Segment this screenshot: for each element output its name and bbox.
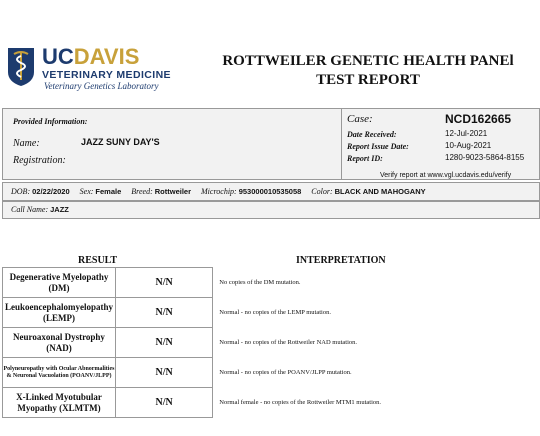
name-label: Name: <box>13 138 40 149</box>
color-label: Color: <box>311 187 333 196</box>
genotype: N/N <box>115 358 212 388</box>
interpretation: Normal - no copies of the POANV/JLPP mutation. <box>219 369 352 376</box>
case-label: Case: <box>347 113 373 125</box>
interpretation: No copies of the DM mutation. <box>219 279 301 286</box>
caduceus-shield-icon <box>6 46 36 86</box>
report-id-label: Report ID: <box>347 154 383 163</box>
report-id-value: 1280-9023-5864-8155 <box>445 153 525 162</box>
table-row <box>3 358 540 388</box>
dog-details-bar <box>2 182 540 201</box>
breed-value: Rottweiler <box>154 187 192 196</box>
call-name-label: Call Name: <box>11 205 49 214</box>
date-received-label: Date Received: <box>347 130 397 139</box>
info-box <box>2 108 540 180</box>
report-title-line1: ROTTWEILER GENETIC HEALTH PANEl <box>222 53 514 69</box>
microchip-label: Microchip: <box>201 187 237 196</box>
test-name: X-Linked Myotubular Myopathy (XLMTM) <box>3 388 116 418</box>
table-row <box>3 268 540 298</box>
ucdavis-logo <box>6 46 176 92</box>
sex-label: Sex: <box>79 187 94 196</box>
report-title-line2: TEST REPORT <box>316 72 420 88</box>
genotype: N/N <box>115 268 212 298</box>
logo-lab: Veterinary Genetics Laboratory <box>44 81 159 91</box>
dob-value: 02/22/2020 <box>32 187 70 196</box>
test-name: Neuroaxonal Dystrophy (NAD) <box>3 328 116 358</box>
issue-date-label: Report Issue Date: <box>347 142 409 151</box>
report-title <box>218 52 518 90</box>
interpretation: Normal female - no copies of the Rottweiler MTM1 mutation. <box>219 399 382 406</box>
breed-label: Breed: <box>131 187 153 196</box>
interpretation-header: INTERPRETATION <box>296 255 386 266</box>
result-header: RESULT <box>78 255 118 266</box>
genotype: N/N <box>115 328 212 358</box>
provided-heading: Provided Information: <box>13 117 88 126</box>
genotype: N/N <box>115 298 212 328</box>
name-value: JAZZ SUNY DAY'S <box>81 137 160 147</box>
issue-date-value: 10-Aug-2021 <box>445 141 492 150</box>
microchip-value: 953000010535058 <box>238 187 302 196</box>
dob-label: DOB: <box>11 187 31 196</box>
case-number: NCD162665 <box>445 112 512 126</box>
genotype: N/N <box>115 388 212 418</box>
test-name: Degenerative Myelopathy (DM) <box>3 268 116 298</box>
date-received-value: 12-Jul-2021 <box>445 129 488 138</box>
verify-link[interactable]: Verify report at www.vgl.ucdavis.edu/verify <box>380 172 512 179</box>
provided-info <box>3 109 342 179</box>
table-row <box>3 328 540 358</box>
test-name: Leukoencephalomyelopathy (LEMP) <box>3 298 116 328</box>
table-row <box>3 388 540 418</box>
registration-label: Registration: <box>13 155 66 166</box>
color-value: BLACK AND MAHOGANY <box>334 187 426 196</box>
sex-value: Female <box>95 187 122 196</box>
table-row <box>3 298 540 328</box>
logo-school: VETERINARY MEDICINE <box>42 69 171 81</box>
call-name-bar <box>2 201 540 219</box>
test-name: Polyneuropathy with Ocular Abnormalities & Neuronal Vacuolation (POANV/JLPP) <box>3 358 116 388</box>
call-name-value: JAZZ <box>50 205 69 214</box>
logo-wordmark: UCDAVIS <box>42 44 140 69</box>
interpretation: Normal - no copies of the LEMP mutation. <box>219 309 331 316</box>
interpretation: Normal - no copies of the Rottweiler NAD mutation. <box>219 339 358 346</box>
results-table <box>2 267 540 418</box>
